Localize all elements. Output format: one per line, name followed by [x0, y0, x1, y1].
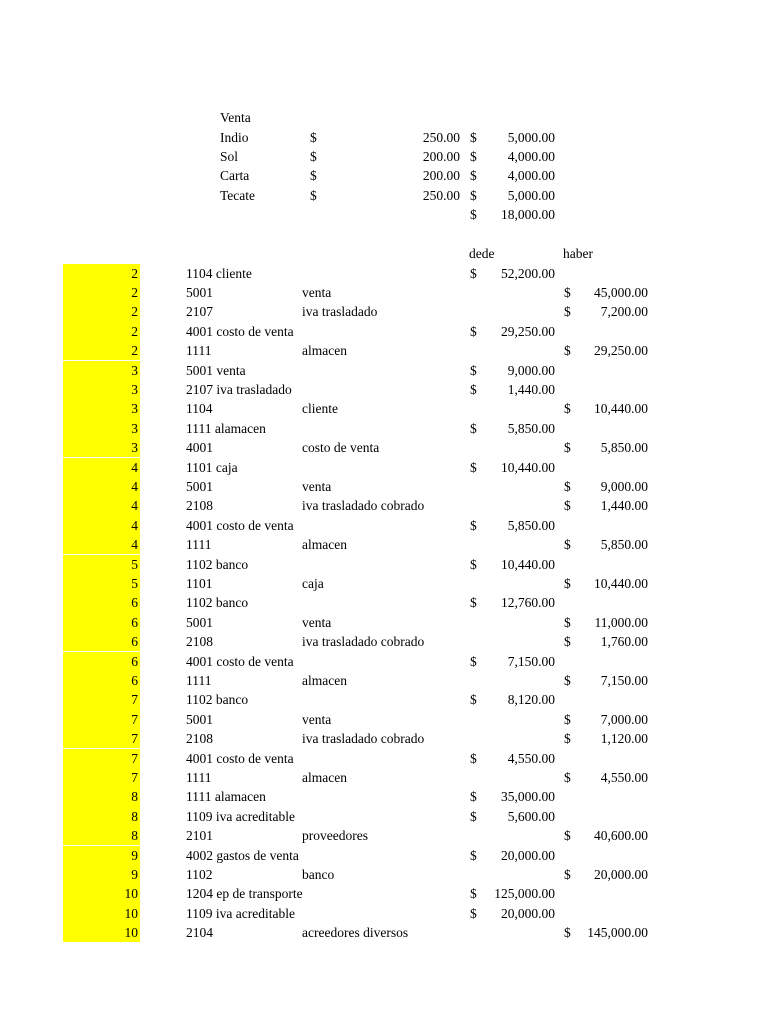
debit-currency: $ — [470, 556, 477, 572]
entry-number: 2 — [131, 265, 138, 281]
credit-header: haber — [563, 246, 593, 261]
entry-number: 10 — [124, 925, 138, 941]
entry-number-cell — [63, 496, 140, 515]
credit-currency: $ — [564, 440, 571, 456]
credit-amount: 7,200.00 — [600, 304, 648, 320]
entry-number-cell — [63, 361, 140, 380]
entry-number-cell — [63, 458, 140, 477]
entry-number-cell — [63, 865, 140, 884]
credit-currency: $ — [564, 925, 571, 941]
entry-number-cell — [63, 613, 140, 632]
debit-amount: 8,120.00 — [507, 692, 555, 708]
credit-amount: 1,760.00 — [600, 634, 648, 650]
account-code: 1102 banco — [186, 595, 249, 611]
account-description: iva trasladado cobrado — [302, 498, 425, 514]
debit-amount: 52,200.00 — [501, 265, 555, 281]
entry-number: 7 — [131, 750, 138, 766]
entry-number: 7 — [131, 769, 138, 785]
debit-currency: $ — [470, 692, 477, 708]
entry-number-cell — [63, 690, 140, 709]
account-description: cliente — [302, 401, 338, 417]
entry-number: 8 — [131, 808, 138, 824]
entry-number: 5 — [131, 556, 138, 572]
account-description: iva trasladado — [302, 304, 378, 320]
entry-number: 4 — [131, 459, 138, 475]
entry-number: 4 — [131, 537, 138, 553]
venta-item-total-currency: $ — [470, 168, 477, 184]
entry-number-cell — [63, 477, 140, 496]
entry-number: 9 — [131, 847, 138, 863]
credit-currency: $ — [564, 769, 571, 785]
credit-amount: 10,440.00 — [594, 401, 648, 417]
credit-currency: $ — [564, 478, 571, 494]
venta-item-currency: $ — [310, 129, 317, 145]
venta-item-name: Carta — [220, 168, 250, 184]
entry-number-cell — [63, 283, 140, 302]
account-code: 2104 — [186, 925, 213, 941]
entry-number-cell — [63, 322, 140, 341]
entry-number: 7 — [131, 711, 138, 727]
entry-number: 2 — [131, 284, 138, 300]
account-description: almacen — [302, 672, 347, 688]
account-description: venta — [302, 478, 332, 494]
entry-number-cell — [63, 768, 140, 787]
credit-currency: $ — [564, 343, 571, 359]
account-code: 4001 costo de venta — [186, 653, 294, 669]
account-code: 4001 costo de venta — [186, 750, 294, 766]
venta-item-name: Indio — [220, 129, 249, 145]
venta-sum-value: 18,000.00 — [501, 207, 555, 222]
account-code: 1102 banco — [186, 556, 249, 572]
account-description: caja — [302, 575, 324, 591]
debit-amount: 9,000.00 — [507, 362, 555, 378]
credit-currency: $ — [564, 304, 571, 320]
venta-item-name: Tecate — [220, 187, 256, 203]
entry-number: 7 — [131, 692, 138, 708]
debit-amount: 5,850.00 — [507, 517, 555, 533]
entry-number: 6 — [131, 634, 138, 650]
venta-item-total: 5,000.00 — [507, 129, 555, 145]
debit-currency: $ — [470, 789, 477, 805]
account-description: acreedores diversos — [302, 925, 409, 941]
entry-number-cell — [63, 846, 140, 865]
debit-currency: $ — [470, 517, 477, 533]
account-code: 5001 venta — [186, 362, 246, 378]
account-code: 4002 gastos de venta — [186, 847, 299, 863]
entry-number-cell — [63, 671, 140, 690]
account-description: banco — [302, 866, 335, 882]
account-code: 2108 — [186, 498, 213, 514]
credit-currency: $ — [564, 866, 571, 882]
entry-number: 9 — [131, 866, 138, 882]
entry-number: 4 — [131, 478, 138, 494]
debit-amount: 29,250.00 — [501, 323, 555, 339]
account-description: almacen — [302, 769, 347, 785]
debit-currency: $ — [470, 905, 477, 921]
credit-amount: 1,120.00 — [600, 731, 648, 747]
debit-currency: $ — [470, 459, 477, 475]
credit-currency: $ — [564, 731, 571, 747]
entry-number: 4 — [131, 498, 138, 514]
account-code: 5001 — [186, 614, 213, 630]
venta-item-currency: $ — [310, 148, 317, 164]
venta-sum-currency: $ — [470, 207, 477, 222]
account-code: 1111 — [186, 672, 212, 688]
credit-amount: 11,000.00 — [594, 614, 648, 630]
account-code: 1111 — [186, 769, 212, 785]
debit-currency: $ — [470, 381, 477, 397]
entry-number-cell — [63, 574, 140, 593]
entry-number: 8 — [131, 789, 138, 805]
credit-currency: $ — [564, 401, 571, 417]
account-code: 1111 alamacen — [186, 789, 266, 805]
entry-number-cell — [63, 826, 140, 845]
entry-number-cell — [63, 923, 140, 942]
debit-currency: $ — [470, 750, 477, 766]
venta-item-total: 4,000.00 — [507, 168, 555, 184]
credit-amount: 9,000.00 — [600, 478, 648, 494]
credit-currency: $ — [564, 614, 571, 630]
debit-currency: $ — [470, 847, 477, 863]
debit-currency: $ — [470, 595, 477, 611]
entry-number: 10 — [124, 886, 138, 902]
debit-currency: $ — [470, 808, 477, 824]
account-code: 1109 iva acreditable — [186, 808, 295, 824]
account-code: 4001 costo de venta — [186, 517, 294, 533]
venta-item-total-currency: $ — [470, 129, 477, 145]
venta-title: Venta — [220, 110, 251, 125]
account-description: costo de venta — [302, 440, 380, 456]
account-code: 1109 iva acreditable — [186, 905, 295, 921]
entry-number-cell — [63, 341, 140, 360]
account-code: 1102 banco — [186, 692, 249, 708]
entry-number-cell — [63, 380, 140, 399]
account-code: 1111 — [186, 343, 212, 359]
entry-number: 3 — [131, 362, 138, 378]
account-code: 1111 alamacen — [186, 420, 266, 436]
credit-amount: 5,850.00 — [600, 537, 648, 553]
debit-amount: 1,440.00 — [507, 381, 555, 397]
debit-amount: 5,600.00 — [507, 808, 555, 824]
account-code: 1101 caja — [186, 459, 238, 475]
venta-item-total-currency: $ — [470, 148, 477, 164]
account-code: 2108 — [186, 634, 213, 650]
entry-number: 5 — [131, 575, 138, 591]
entry-number-cell — [63, 710, 140, 729]
entry-number: 3 — [131, 381, 138, 397]
account-description: venta — [302, 614, 332, 630]
account-code: 5001 — [186, 478, 213, 494]
entry-number: 6 — [131, 653, 138, 669]
entry-number: 3 — [131, 440, 138, 456]
credit-amount: 1,440.00 — [600, 498, 648, 514]
credit-amount: 40,600.00 — [594, 828, 648, 844]
entry-number: 6 — [131, 614, 138, 630]
account-code: 4001 — [186, 440, 213, 456]
entry-number-cell — [63, 807, 140, 826]
venta-item-price: 250.00 — [422, 187, 460, 203]
entry-number-cell — [63, 516, 140, 535]
entry-number-cell — [63, 264, 140, 283]
account-code: 5001 — [186, 284, 213, 300]
entry-number: 2 — [131, 343, 138, 359]
account-code: 1104 cliente — [186, 265, 252, 281]
entry-number: 2 — [131, 304, 138, 320]
account-description: almacen — [302, 537, 347, 553]
entry-number-cell — [63, 419, 140, 438]
entry-number: 4 — [131, 517, 138, 533]
venta-item-name: Sol — [220, 148, 239, 164]
entry-number-cell — [63, 729, 140, 748]
entry-number: 6 — [131, 595, 138, 611]
credit-amount: 145,000.00 — [587, 925, 648, 941]
account-code: 1204 ep de transporte — [186, 886, 303, 902]
entry-number: 3 — [131, 420, 138, 436]
entry-number-cell — [63, 593, 140, 612]
entry-number-cell — [63, 787, 140, 806]
account-description: almacen — [302, 343, 347, 359]
venta-item-currency: $ — [310, 168, 317, 184]
credit-currency: $ — [564, 672, 571, 688]
entry-number-cell — [63, 302, 140, 321]
credit-currency: $ — [564, 828, 571, 844]
credit-amount: 5,850.00 — [600, 440, 648, 456]
venta-item-price: 250.00 — [422, 129, 460, 145]
entry-number: 3 — [131, 401, 138, 417]
credit-currency: $ — [564, 711, 571, 727]
debit-currency: $ — [470, 323, 477, 339]
account-code: 1101 — [186, 575, 213, 591]
debit-header: dede — [469, 246, 495, 261]
debit-amount: 4,550.00 — [507, 750, 555, 766]
account-description: venta — [302, 711, 332, 727]
account-description: iva trasladado cobrado — [302, 731, 425, 747]
entry-number-cell — [63, 884, 140, 903]
credit-currency: $ — [564, 284, 571, 300]
account-code: 1102 — [186, 866, 213, 882]
debit-amount: 10,440.00 — [501, 556, 555, 572]
account-code: 2101 — [186, 828, 213, 844]
entry-number: 7 — [131, 731, 138, 747]
account-code: 1104 — [186, 401, 213, 417]
entry-number-cell — [63, 632, 140, 651]
venta-item-currency: $ — [310, 187, 317, 203]
account-code: 2107 iva trasladado — [186, 381, 292, 397]
account-description: iva trasladado cobrado — [302, 634, 425, 650]
debit-amount: 12,760.00 — [501, 595, 555, 611]
debit-currency: $ — [470, 265, 477, 281]
entry-number-cell — [63, 555, 140, 574]
entry-number-cell — [63, 399, 140, 418]
credit-currency: $ — [564, 634, 571, 650]
venta-item-total: 5,000.00 — [507, 187, 555, 203]
credit-currency: $ — [564, 575, 571, 591]
credit-amount: 7,150.00 — [600, 672, 648, 688]
entry-number: 2 — [131, 323, 138, 339]
entry-number: 8 — [131, 828, 138, 844]
account-code: 4001 costo de venta — [186, 323, 294, 339]
entry-number-cell — [63, 652, 140, 671]
debit-amount: 20,000.00 — [501, 847, 555, 863]
entry-number-cell — [63, 749, 140, 768]
debit-currency: $ — [470, 886, 477, 902]
debit-currency: $ — [470, 362, 477, 378]
debit-amount: 10,440.00 — [501, 459, 555, 475]
account-code: 1111 — [186, 537, 212, 553]
debit-amount: 20,000.00 — [501, 905, 555, 921]
credit-amount: 4,550.00 — [600, 769, 648, 785]
debit-amount: 125,000.00 — [494, 886, 555, 902]
credit-amount: 45,000.00 — [594, 284, 648, 300]
debit-currency: $ — [470, 420, 477, 436]
account-code: 2108 — [186, 731, 213, 747]
account-code: 5001 — [186, 711, 213, 727]
venta-item-price: 200.00 — [422, 168, 460, 184]
debit-amount: 35,000.00 — [501, 789, 555, 805]
entry-number: 10 — [124, 905, 138, 921]
entry-number-cell — [63, 904, 140, 923]
debit-amount: 7,150.00 — [507, 653, 555, 669]
account-code: 2107 — [186, 304, 213, 320]
debit-amount: 5,850.00 — [507, 420, 555, 436]
credit-currency: $ — [564, 537, 571, 553]
entry-number: 6 — [131, 672, 138, 688]
entry-number-cell — [63, 535, 140, 554]
account-description: proveedores — [302, 828, 368, 844]
account-description: venta — [302, 284, 332, 300]
credit-amount: 7,000.00 — [600, 711, 648, 727]
credit-amount: 29,250.00 — [594, 343, 648, 359]
credit-currency: $ — [564, 498, 571, 514]
credit-amount: 20,000.00 — [594, 866, 648, 882]
venta-item-total-currency: $ — [470, 187, 477, 203]
credit-amount: 10,440.00 — [594, 575, 648, 591]
entry-number-cell — [63, 438, 140, 457]
venta-item-total: 4,000.00 — [507, 148, 555, 164]
debit-currency: $ — [470, 653, 477, 669]
venta-item-price: 200.00 — [422, 148, 460, 164]
